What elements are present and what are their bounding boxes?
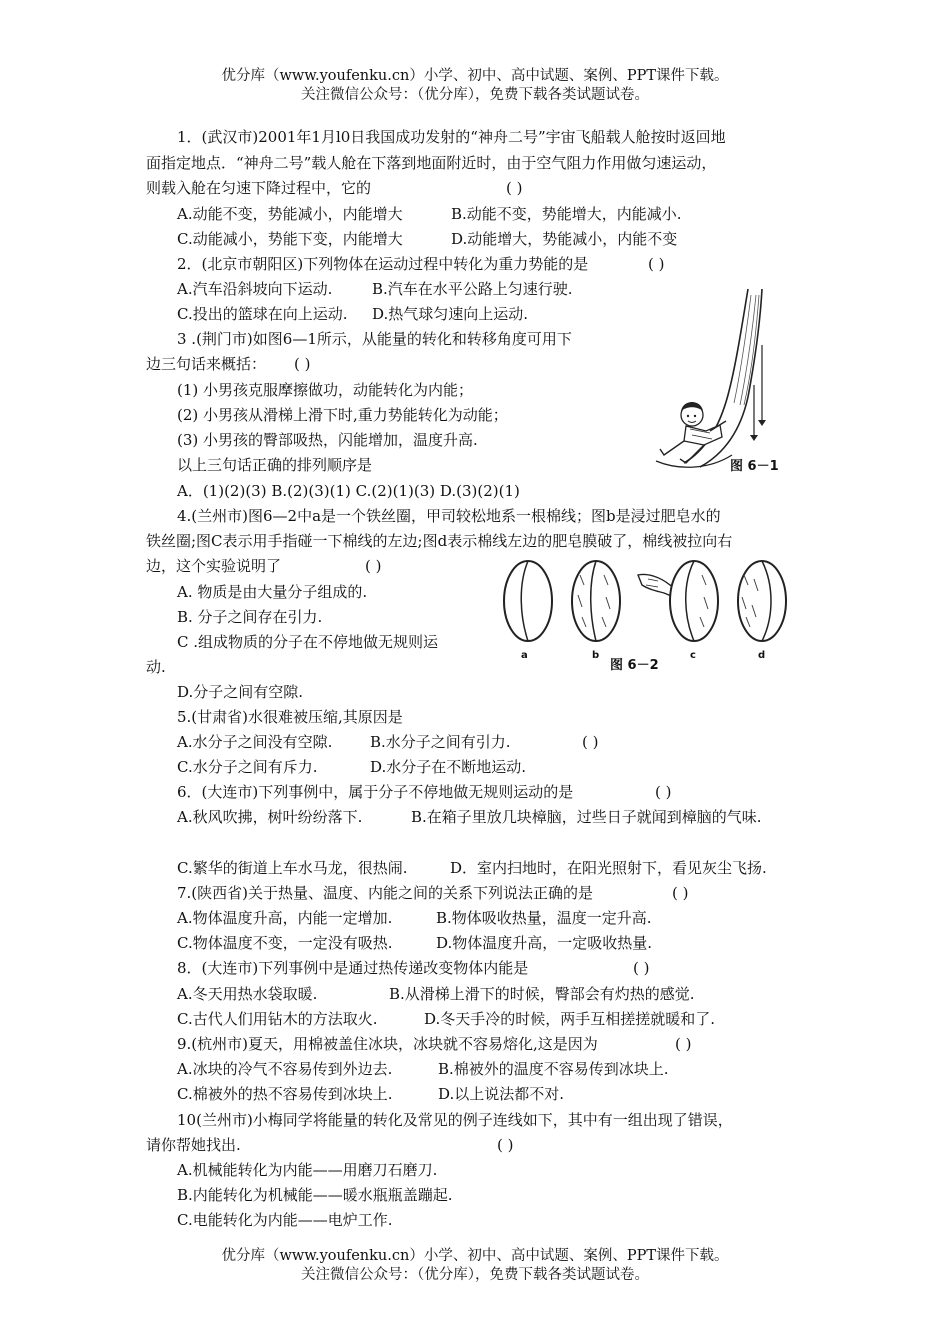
q6-line-1: 6．(大连市)下列事例中，属于分子不停地做无规则运动的是: [177, 783, 574, 801]
q8-option-b: B.从滑梯上滑下的时候，臀部会有灼热的感觉.: [389, 985, 695, 1003]
q6-option-b: B.在箱子里放几块樟脑，过些日子就闻到樟脑的气味.: [411, 808, 762, 826]
q1-option-b: B.动能不变，势能增大，内能减小.: [451, 205, 682, 223]
q7-option-c: C.物体温度不变，一定没有吸热.: [177, 934, 393, 952]
q1-line-2: 面指定地点．“神舟二号”载人舱在下落到地面附近时，由于空气阻力作用做匀速运动，: [146, 154, 717, 172]
q2-option-a: A.汽车沿斜坡向下运动.: [177, 280, 333, 298]
figure-6-1: [650, 285, 800, 480]
q2-option-d: D.热气球匀速向上运动.: [372, 305, 529, 323]
figure-6-2: [498, 555, 808, 675]
q8-option-d: D.冬天手冷的时候，两手互相搓搓就暖和了.: [424, 1010, 716, 1028]
q6-option-d: D．室内扫地时，在阳光照射下，看见灰尘飞扬.: [450, 859, 767, 877]
header-line-2: 关注微信公众号：（优分库），免费下载各类试题试卷。: [301, 87, 649, 103]
q7-answer-paren: ( ): [672, 884, 689, 902]
slide-illustration: [650, 285, 800, 480]
q1-line-1: 1．(武汉市)2001年1月l0日我国成功发射的“神舟二号”宇宙飞船载人舱按时返回地: [177, 128, 726, 146]
q9-option-c: C.棉被外的热不容易传到冰块上.: [177, 1085, 393, 1103]
q6-answer-paren: ( ): [655, 783, 672, 801]
figure-6-2-label-b: b: [592, 650, 600, 661]
q4-option-a: A. 物质是由大量分子组成的.: [177, 583, 368, 601]
figure-6-2-label-d: d: [758, 650, 766, 661]
q8-option-c: C.古代人们用钻木的方法取火.: [177, 1010, 378, 1028]
figure-6-2-label-a: a: [521, 650, 528, 661]
q5-option-a: A.水分子之间没有空隙.: [177, 733, 333, 751]
q3-answer-paren: ( ): [294, 355, 311, 373]
q3-line-1: 3 .(荆门市)如图6—1所示，从能量的转化和转移角度可用下: [177, 330, 572, 348]
q6-option-c: C.繁华的街道上车水马龙，很热闹.: [177, 859, 408, 877]
q10-option-a: A.机械能转化为内能——用磨刀石磨刀.: [177, 1161, 438, 1179]
q5-option-c: C.水分子之间有斥力.: [177, 758, 318, 776]
q7-option-b: B.物体吸收热量，温度一定升高.: [436, 909, 652, 927]
q5-option-d: D.水分子在不断地运动.: [370, 758, 527, 776]
q10-line-2: 请你帮她找出.: [146, 1136, 241, 1154]
footer-line-1: 优分库（www.youfenku.cn）小学、初中、高中试题、案例、PPT课件下载。: [221, 1248, 729, 1264]
figure-6-2-caption: 图 6－2: [610, 658, 659, 673]
figure-6-2-label-c: c: [690, 650, 696, 661]
q3-prompt: 以上三句话正确的排列顺序是: [177, 456, 373, 474]
q9-option-b: B.棉被外的温度不容易传到冰块上.: [438, 1060, 669, 1078]
q9-option-a: A.冰块的冷气不容易传到外边去.: [177, 1060, 393, 1078]
header-line-1: 优分库（www.youfenku.cn）小学、初中、高中试题、案例、PPT课件下载。: [221, 68, 729, 84]
q10-option-b: B.内能转化为机械能——暖水瓶瓶盖蹦起.: [177, 1186, 453, 1204]
q9-option-d: D.以上说法都不对.: [438, 1085, 565, 1103]
q1-option-c: C.动能减小，势能下变，内能增大: [177, 230, 403, 248]
q7-option-d: D.物体温度升高，一定吸收热量.: [436, 934, 653, 952]
q1-answer-paren: ( ): [506, 179, 523, 197]
q2-option-c: C.投出的篮球在向上运动.: [177, 305, 348, 323]
q7-option-a: A.物体温度升高，内能一定增加.: [177, 909, 393, 927]
q8-option-a: A.冬天用热水袋取暖.: [177, 985, 318, 1003]
q6-option-a: A.秋风吹拂，树叶纷纷落下.: [177, 808, 363, 826]
q10-line-1: 10(兰州市)小梅同学将能量的转化及常见的例子连线如下，其中有一组出现了错误，: [177, 1111, 733, 1129]
q8-line-1: 8．(大连市)下列事例中是通过热传递改变物体内能是: [177, 959, 529, 977]
q10-answer-paren: ( ): [497, 1136, 514, 1154]
q3-line-2: 边三句话来概括：: [146, 355, 267, 373]
q4-option-d: D.分子之间有空隙.: [177, 683, 304, 701]
q4-option-b: B. 分子之间存在引力.: [177, 608, 323, 626]
q8-answer-paren: ( ): [633, 959, 650, 977]
q1-option-d: D.动能增大，势能减小，内能不变: [451, 230, 678, 248]
q2-answer-paren: ( ): [648, 255, 665, 273]
q5-answer-paren: ( ): [582, 733, 599, 751]
q5-option-b: B.水分子之间有引力.: [370, 733, 511, 751]
q3-statement-1: (1) 小男孩克服摩擦做功，动能转化为内能；: [177, 381, 474, 399]
footer-line-2: 关注微信公众号：（优分库），免费下载各类试题试卷。: [301, 1267, 649, 1283]
q4-line-1: 4.(兰州市)图6—2中a是一个铁丝圈，甲司较松地系一根棉线；图b是浸过肥皂水的: [177, 507, 721, 525]
q10-option-c: C.电能转化为内能——电炉工作.: [177, 1211, 393, 1229]
q4-line-2: 铁丝圈;图C表示用手指碰一下棉线的左边;图d表示棉线左边的肥皂膜破了，棉线被拉向右: [146, 532, 733, 550]
q2-option-b: B.汽车在水平公路上匀速行驶.: [372, 280, 573, 298]
q7-line-1: 7.(陕西省)关于热量、温度、内能之间的关系下列说法正确的是: [177, 884, 594, 902]
q9-line-1: 9.(杭州市)夏天，用棉被盖住冰块，冰块就不容易熔化,这是因为: [177, 1035, 598, 1053]
q2-line-1: 2．(北京市朝阳区)下列物体在运动过程中转化为重力势能的是: [177, 255, 589, 273]
q4-option-c-line-2: 动.: [146, 658, 166, 676]
q1-option-a: A.动能不变，势能减小，内能增大: [177, 205, 403, 223]
q4-answer-paren: ( ): [365, 557, 382, 575]
q9-answer-paren: ( ): [675, 1035, 692, 1053]
q4-line-3: 边，这个实验说明了: [146, 557, 282, 575]
q4-option-c-line-1: C .组成物质的分子在不停地做无规则运: [177, 633, 439, 651]
q3-options: A．(1)(2)(3) B.(2)(3)(1) C.(2)(1)(3) D.(3)(2)(1): [177, 482, 520, 500]
q5-line-1: 5.(甘肃省)水很难被压缩,其原因是: [177, 708, 403, 726]
q3-statement-3: (3) 小男孩的臀部吸热，闪能增加，温度升高.: [177, 431, 478, 449]
figure-6-1-caption: 图 6－1: [730, 459, 779, 474]
q3-statement-2: (2) 小男孩从滑梯上滑下时,重力势能转化为动能；: [177, 406, 508, 424]
q1-line-3: 则载入舱在匀速下降过程中，它的: [146, 179, 372, 197]
